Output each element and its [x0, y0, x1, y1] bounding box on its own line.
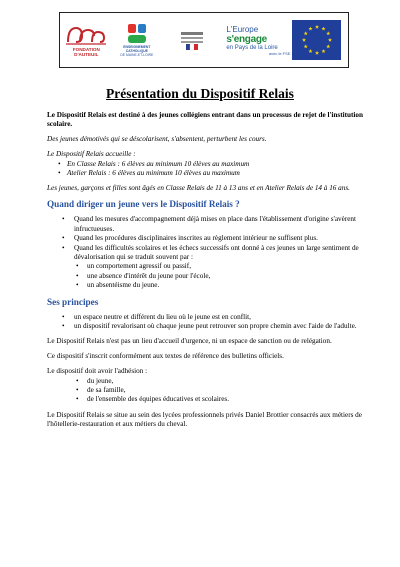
list-item: • un espace neutre et différent du lieu où le jeune est en conflit,	[47, 313, 365, 322]
fondation-caption-2: D'AUTEUIL	[74, 52, 99, 57]
eu-star-icon	[327, 44, 331, 48]
europe-line-3: en Pays de la Loire	[226, 44, 278, 51]
final-paragraph: Le Dispositif Relais se situe au sein des lycées professionnels privés Daniel Brottier consacrés aux métiers de l'hôtellerie-restauration et aux métiers du cheval.	[47, 410, 362, 429]
eu-flag-icon	[292, 20, 341, 60]
ages-paragraph: Les jeunes, garçons et filles sont âgés en Classe Relais de 11 à 13 ans et en Atelier Relais de 14 à 16 ans.	[47, 184, 350, 193]
europe-line-1: L'Europe	[226, 24, 259, 34]
eu-star-icon	[328, 38, 332, 42]
list-item: • Quand les procédures disciplinaires inscrites au règlement intérieur ne suffisent plus.	[47, 234, 365, 243]
accueille-list	[47, 160, 365, 179]
europe-sengage-logo	[222, 15, 290, 65]
enseignement-caption-3: DE MAINE-ET-LOIRE	[120, 52, 154, 57]
quand-list	[47, 215, 365, 262]
principes-list	[47, 313, 365, 332]
eu-star-icon	[309, 27, 313, 31]
section-heading-principes: Ses principes	[47, 296, 99, 307]
list-item: • du jeune,	[47, 377, 365, 386]
lieu-paragraph: Le Dispositif Relais n'est pas un lieu d'accueil d'urgence, ni un espace de sanction ou de relégation.	[47, 337, 332, 346]
fondation-auteuil-mark-icon	[64, 22, 108, 48]
fondation-caption-1: FONDATION	[72, 47, 100, 53]
enseignement-caption-2: CATHOLIQUE	[125, 49, 148, 54]
intro-italic: Des jeunes démotivés qui se déscolarisent, s'absentent, perturbent les cours.	[47, 135, 267, 144]
eu-star-icon	[315, 25, 319, 29]
eu-star-icon	[302, 38, 306, 42]
eu-star-icon	[322, 27, 326, 31]
europe-line-4: avec le FSE	[268, 50, 291, 56]
adhesion-label: Le dispositif doit avoir l'adhésion :	[47, 367, 148, 376]
list-item: • de l'ensemble des équipes éducatives et scolaires.	[47, 395, 365, 404]
eu-star-icon	[309, 49, 313, 53]
region-logo	[164, 15, 220, 65]
europe-line-2: s'engage	[226, 33, 267, 45]
eu-stars-icon	[292, 20, 342, 60]
enseignement-caption-1: ENSEIGNEMENT	[123, 45, 151, 50]
logo-bar	[59, 12, 349, 68]
list-item: • Quand les difficultés scolaires et les échecs successifs ont donné à ces jeunes un large sentiment de dévalorisation qui se traduit souvent par :	[47, 244, 365, 263]
enseignement-catholique-mark-icon	[126, 22, 148, 46]
adhesion-list	[47, 377, 365, 405]
list-item: • un absentéisme du jeune.	[47, 281, 365, 290]
list-item: • Atelier Relais : 6 élèves au minimum 10 élèves au maximum	[47, 169, 365, 178]
eu-star-icon	[304, 31, 308, 35]
eu-star-icon	[315, 51, 319, 55]
list-item: • En Classe Relais : 6 élèves au minimum 10 élèves au maximum	[47, 160, 365, 169]
bulletins-paragraph: Ce dispositif s'inscrit conformément aux textes de référence des bulletins officiels.	[47, 352, 284, 361]
page-title: Présentation du Dispositif Relais	[106, 86, 294, 101]
list-item: • un comportement agressif ou passif,	[47, 262, 365, 271]
eu-star-icon	[304, 44, 308, 48]
fondation-auteuil-logo	[63, 15, 110, 65]
list-item: • une absence d'intérêt du jeune pour l'école,	[47, 272, 365, 281]
section-heading-quand: Quand diriger un jeune vers le Dispositif Relais ?	[47, 199, 240, 210]
document-body	[47, 111, 365, 435]
accueille-label: Le Dispositif Relais accueille :	[47, 150, 136, 159]
eu-star-icon	[322, 49, 326, 53]
list-item: • de sa famille,	[47, 386, 365, 395]
list-item: • un dispositif revalorisant où chaque jeune peut retrouver son propre chemin avec l'aide de l'adulte.	[47, 322, 365, 331]
intro-bold: Le Dispositif Relais est destiné à des jeunes collégiens entrant dans un processus de rejet de l'institution scolaire.	[47, 111, 363, 129]
region-emblem-icon	[178, 29, 206, 51]
enseignement-catholique-logo	[112, 15, 162, 65]
devalorisation-sublist	[47, 262, 365, 290]
eu-star-icon	[327, 31, 331, 35]
list-item: • Quand les mesures d'accompagnement déjà mises en place dans l'établissement d'origine s'avèrent infructueuses.	[47, 215, 365, 234]
